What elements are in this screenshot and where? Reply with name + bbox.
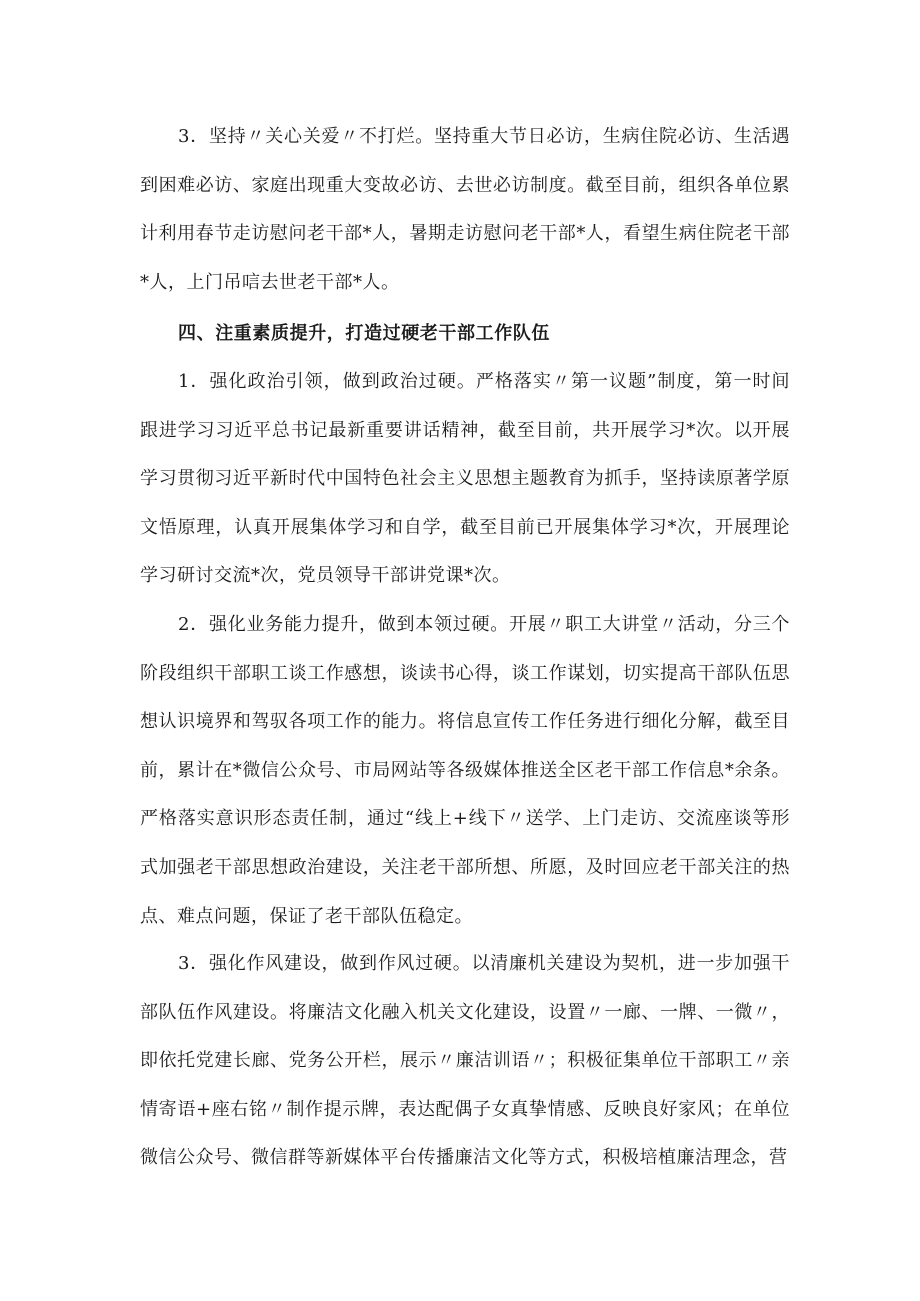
paragraph-work-style: 3．强化作风建设，做到作风过硬。以清廉机关建设为契机，进一步加强干部队伍作风建设。将廉洁文化融入机关文化建设，设置〃一廊、一牌、一微〃，即依托党建长廊、党务公开栏，展示〃廉洁训语〃；积极征集单位干部职工〃亲情寄语+座右铭〃制作提示牌，表达配偶子女真挚情感、反映良好家风；在单位微信公众号、微信群等新媒体平台传播廉洁文化等方式，积极培植廉洁理念，营 — [140, 953, 790, 1169]
paragraph-care-visits: 3．坚持〃关心关爱〃不打烂。坚持重大节日必访，生病住院必访、生活遇到困难必访、家庭出现重大变故必访、去世必访制度。截至目前，组织各单位累计利用春节走访慰问老干部*人，暑期走访慰问老干部*人，看望生病住院老干部*人，上门吊唁去世老干部*人。 — [140, 126, 790, 293]
paragraph-business-capacity: 2．强化业务能力提升，做到本领过硬。开展〃职工大讲堂〃活动，分三个阶段组织干部职工谈工作感想，谈读书心得，谈工作谋划，切实提高干部队伍思想认识境界和驾驭各项工作的能力。将信息宣传工作任务进行细化分解，截至目前，累计在*微信公众号、市局网站等各级媒体推送全区老干部工作信息*余条。严格落实意识形态责任制，通过“线上+线下〃送学、上门走访、交流座谈等形式加强老干部思想政治建设，关注老干部所想、所愿，及时回应老干部关注的热点、难点问题，保证了老干部队伍稳定。 — [140, 614, 790, 927]
paragraph-political-guidance: 1．强化政治引领，做到政治过硬。严格落实〃第一议题”制度，第一时间跟进学习习近平总书记最新重要讲话精神，截至目前，共开展学习*次。以开展学习贯彻习近平新时代中国特色社会主义思想主题教育为抓手，坚持读原著学原文悟原理，认真开展集体学习和自学，截至目前已开展集体学习*次，开展理论学习研讨交流*次，党员领导干部讲党课*次。 — [140, 371, 790, 587]
section-heading-4: 四、注重素质提升，打造过硬老干部工作队伍 — [178, 323, 550, 344]
